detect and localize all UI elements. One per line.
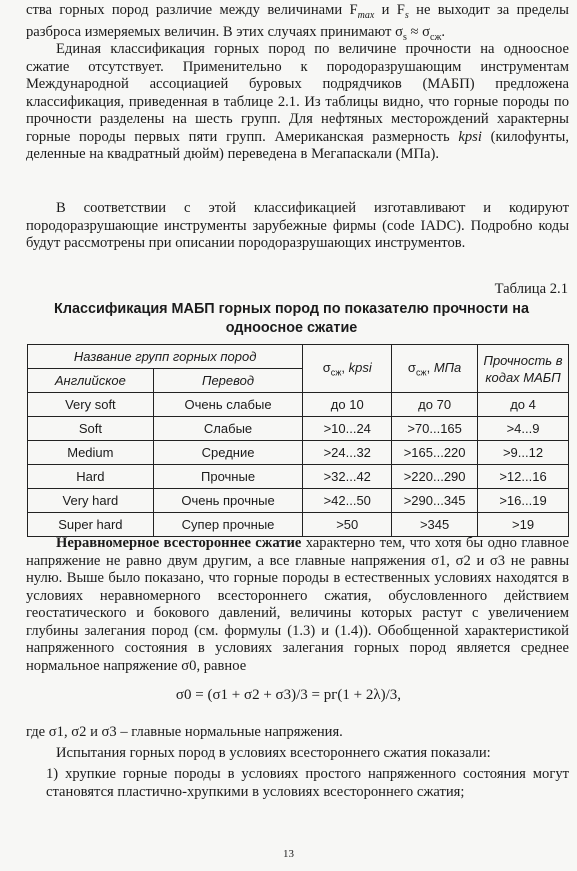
table-cell: >345: [392, 513, 478, 537]
header-code: Прочность в кодах МАБП: [478, 345, 569, 393]
table-cell: Очень прочные: [153, 489, 303, 513]
classification-table: [27, 344, 569, 537]
paragraph-tests: Испытания горных пород в условиях всестороннего сжатия показали:: [56, 745, 491, 761]
table-cell: Средние: [153, 441, 303, 465]
table-cell: >290...345: [392, 489, 478, 513]
table-cell: Very soft: [28, 393, 154, 417]
table-cell: >16...19: [478, 489, 569, 513]
table-cell: >12...16: [478, 465, 569, 489]
table-cell: Medium: [28, 441, 154, 465]
table-cell: Soft: [28, 417, 154, 441]
formula: σ0 = (σ1 + σ2 + σ3)/3 = pг(1 + 2λ)/3,: [175, 687, 402, 703]
header-english: Английское: [28, 369, 154, 393]
table-row: [28, 441, 569, 465]
paragraph-where: где σ1, σ2 и σ3 – главные нормальные напряжения.: [26, 724, 343, 740]
table-cell: Очень слабые: [153, 393, 303, 417]
table-cell: >19: [478, 513, 569, 537]
paragraph-intro: ства горных пород различие между величинами $F_{max}$ и $F_s$ не выходит за пределы разброса измеряемых величин. В этих случаях принимают $\sigma_s \approx \sigma_{сж}$.: [26, 2, 569, 44]
table-cell: >42...50: [303, 489, 392, 513]
table-cell: Слабые: [153, 417, 303, 441]
table-cell: >70...165: [392, 417, 478, 441]
header-kpsi: $\sigma_{сж}$, kpsi: [303, 345, 392, 393]
table-cell: >165...220: [392, 441, 478, 465]
header-group-names: Название групп горных пород: [28, 345, 303, 369]
page-number: 13: [283, 848, 294, 860]
paragraph-iadc: В соответствии с этой классификацией изготавливают и кодируют породоразрушающие инструменты зарубежные фирмы (code IADC). Подробно коды будут рассмотрены при описании породоразрушающих инструментов.: [26, 200, 569, 251]
paragraph-nonuniform: Неравномерное всестороннее сжатие характерно тем, что хотя бы одно главное напряжение не равно двум другим, а все главные напряжения σ1, σ2 и σ3 не равны нулю. Выше было показано, что горные породы в естественных условиях находятся в условиях неравномерного всестороннего сжатия, обусловленного действием геостатического и бокового давлений, величины которых растут с увеличением глубины залегания пород (см. формулы (1.3) и (1.4)). Обобщенной характеристикой напряженного состояния в условиях залегания горных пород является среднее нормальное напряжение σ0, равное: [26, 535, 570, 674]
table-cell: >10...24: [303, 417, 392, 441]
table-label: Таблица 2.1: [494, 281, 568, 297]
paragraph-classification: Единая классификация горных пород по величине прочности на одноосное сжатие отсутствует. Применительно к породоразрушающим инструментам Международной ассоциацией буровых подрядчиков (МАБП) предложена классификация, приведенная в таблице 2.1. Из таблицы видно, что горные породы по прочности разделены на шесть групп. Для нефтяных месторождений характерны горные породы первых пяти групп. Американская размерность kpsi (килофунты, деленные на квадратный дюйм) переведена в Мегапаскали (МПа).: [26, 41, 569, 162]
table-cell: >9...12: [478, 441, 569, 465]
table-cell: Супер прочные: [153, 513, 303, 537]
table-cell: Hard: [28, 465, 154, 489]
table-row: [28, 393, 569, 417]
table-cell: >50: [303, 513, 392, 537]
table-cell: до 4: [478, 393, 569, 417]
table-row: [28, 417, 569, 441]
table-body: [28, 393, 569, 537]
table-row: [28, 489, 569, 513]
list-item-1: 1) хрупкие горные породы в условиях простого напряженного состояния могут становятся пластично-хрупкими в условиях всестороннего сжатия;: [46, 766, 569, 800]
table-cell: Super hard: [28, 513, 154, 537]
table-cell: Very hard: [28, 489, 154, 513]
table-title: Классификация МАБП горных пород по показателю прочности на одноосное сжатие: [54, 301, 529, 336]
header-translation: Перевод: [153, 369, 303, 393]
table-row: [28, 465, 569, 489]
table-cell: >32...42: [303, 465, 392, 489]
header-mpa: $\sigma_{сж}$, МПа: [392, 345, 478, 393]
table-row: [28, 513, 569, 537]
table-cell: >24...32: [303, 441, 392, 465]
table-cell: до 70: [392, 393, 478, 417]
table-cell: >4...9: [478, 417, 569, 441]
table-cell: >220...290: [392, 465, 478, 489]
table-cell: до 10: [303, 393, 392, 417]
table-cell: Прочные: [153, 465, 303, 489]
